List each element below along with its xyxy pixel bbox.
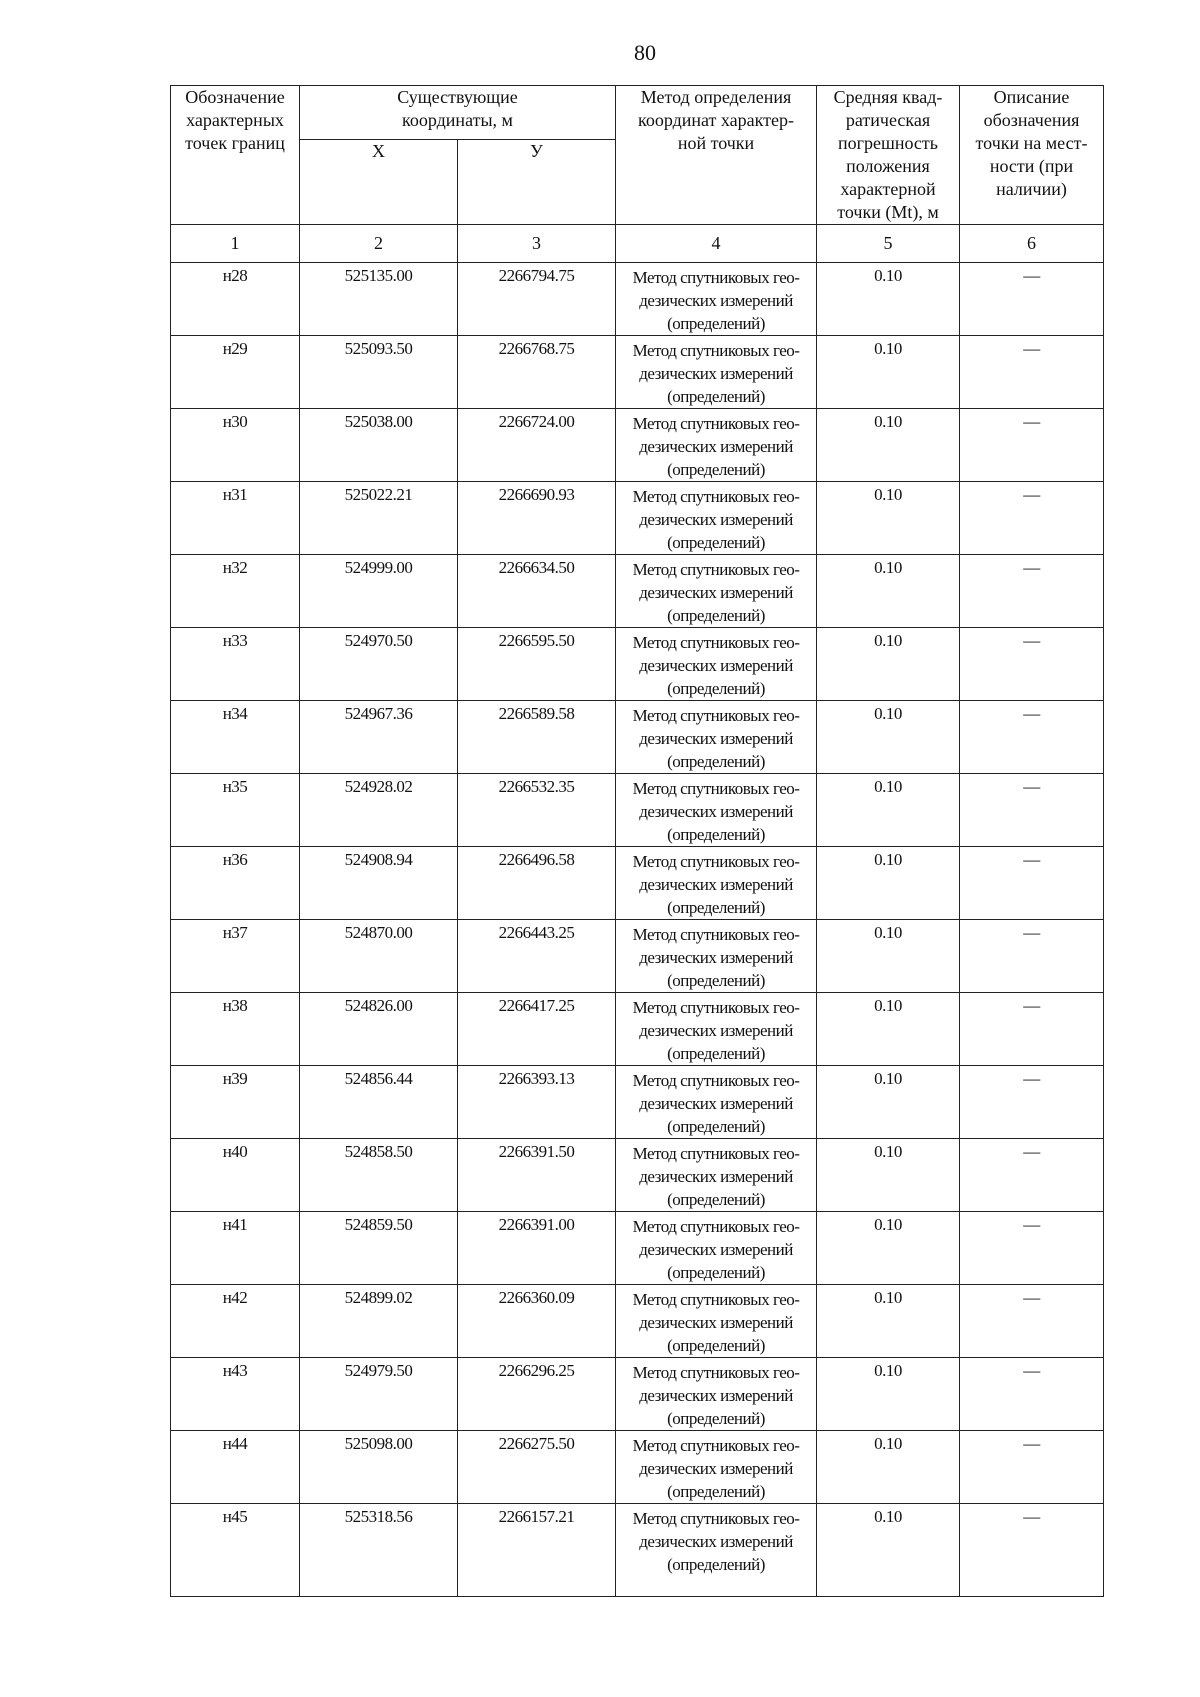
boundary-points-table xyxy=(170,85,1104,1597)
point-cell: н41 xyxy=(171,1212,300,1285)
table-row xyxy=(171,628,1104,701)
table-row xyxy=(171,555,1104,628)
x-cell: 525038.00 xyxy=(300,409,458,482)
point-cell: н36 xyxy=(171,847,300,920)
header-method: Метод определения координат характер- ной точки xyxy=(616,86,817,225)
point-cell: н30 xyxy=(171,409,300,482)
y-cell: 2266296.25 xyxy=(458,1358,616,1431)
x-cell: 525098.00 xyxy=(300,1431,458,1504)
mt-cell: 0.10 xyxy=(817,1139,960,1212)
point-cell: н44 xyxy=(171,1431,300,1504)
description-cell: — xyxy=(960,920,1104,993)
column-numbers-row xyxy=(171,225,1104,263)
y-cell: 2266634.50 xyxy=(458,555,616,628)
table-row xyxy=(171,1066,1104,1139)
point-cell: н38 xyxy=(171,993,300,1066)
table-row xyxy=(171,1504,1104,1597)
y-cell: 2266794.75 xyxy=(458,263,616,336)
point-cell: н28 xyxy=(171,263,300,336)
description-cell: — xyxy=(960,774,1104,847)
y-cell: 2266275.50 xyxy=(458,1431,616,1504)
column-number: 1 xyxy=(171,225,300,263)
point-cell: н33 xyxy=(171,628,300,701)
column-number: 5 xyxy=(817,225,960,263)
x-cell: 525022.21 xyxy=(300,482,458,555)
mt-cell: 0.10 xyxy=(817,263,960,336)
x-cell: 524826.00 xyxy=(300,993,458,1066)
description-cell: — xyxy=(960,1358,1104,1431)
mt-cell: 0.10 xyxy=(817,920,960,993)
description-cell: — xyxy=(960,336,1104,409)
x-cell: 524856.44 xyxy=(300,1066,458,1139)
x-cell: 524858.50 xyxy=(300,1139,458,1212)
mt-cell: 0.10 xyxy=(817,993,960,1066)
mt-cell: 0.10 xyxy=(817,1504,960,1597)
method-cell: Метод спутниковых гео- дезических измерений (определений) xyxy=(616,1431,817,1504)
table-row xyxy=(171,920,1104,993)
point-cell: н32 xyxy=(171,555,300,628)
table-row xyxy=(171,336,1104,409)
y-cell: 2266532.35 xyxy=(458,774,616,847)
x-cell: 525093.50 xyxy=(300,336,458,409)
y-cell: 2266496.58 xyxy=(458,847,616,920)
page-number: 80 xyxy=(634,40,656,65)
point-cell: н39 xyxy=(171,1066,300,1139)
point-cell: н40 xyxy=(171,1139,300,1212)
y-cell: 2266595.50 xyxy=(458,628,616,701)
y-cell: 2266360.09 xyxy=(458,1285,616,1358)
method-cell: Метод спутниковых гео- дезических измерений (определений) xyxy=(616,482,817,555)
x-cell: 524999.00 xyxy=(300,555,458,628)
y-cell: 2266391.00 xyxy=(458,1212,616,1285)
description-cell: — xyxy=(960,1212,1104,1285)
column-number: 3 xyxy=(458,225,616,263)
method-cell: Метод спутниковых гео- дезических измерений (определений) xyxy=(616,1139,817,1212)
table-row xyxy=(171,1139,1104,1212)
description-cell: — xyxy=(960,628,1104,701)
x-cell: 524967.36 xyxy=(300,701,458,774)
x-cell: 524870.00 xyxy=(300,920,458,993)
table-row xyxy=(171,1431,1104,1504)
y-cell: 2266443.25 xyxy=(458,920,616,993)
mt-cell: 0.10 xyxy=(817,1212,960,1285)
table-row xyxy=(171,1358,1104,1431)
mt-cell: 0.10 xyxy=(817,701,960,774)
method-cell: Метод спутниковых гео- дезических измерений (определений) xyxy=(616,336,817,409)
y-cell: 2266589.58 xyxy=(458,701,616,774)
table-header-row xyxy=(171,86,1104,140)
mt-cell: 0.10 xyxy=(817,1285,960,1358)
description-cell: — xyxy=(960,482,1104,555)
mt-cell: 0.10 xyxy=(817,847,960,920)
point-cell: н45 xyxy=(171,1504,300,1597)
method-cell: Метод спутниковых гео- дезических измерений (определений) xyxy=(616,993,817,1066)
y-cell: 2266768.75 xyxy=(458,336,616,409)
point-cell: н35 xyxy=(171,774,300,847)
y-cell: 2266393.13 xyxy=(458,1066,616,1139)
method-cell: Метод спутниковых гео- дезических измерений (определений) xyxy=(616,263,817,336)
header-x: Х xyxy=(300,139,458,224)
header-mean-square-error: Средняя квад- ратическая погрешность положения характерной точки (Mt), м xyxy=(817,86,960,225)
description-cell: — xyxy=(960,1066,1104,1139)
header-point-description: Описание обозначения точки на мест- ности (при наличии) xyxy=(960,86,1104,225)
description-cell: — xyxy=(960,993,1104,1066)
x-cell: 524979.50 xyxy=(300,1358,458,1431)
x-cell: 525318.56 xyxy=(300,1504,458,1597)
description-cell: — xyxy=(960,1285,1104,1358)
description-cell: — xyxy=(960,409,1104,482)
y-cell: 2266391.50 xyxy=(458,1139,616,1212)
x-cell: 524859.50 xyxy=(300,1212,458,1285)
y-cell: 2266724.00 xyxy=(458,409,616,482)
description-cell: — xyxy=(960,1139,1104,1212)
table-row xyxy=(171,1212,1104,1285)
mt-cell: 0.10 xyxy=(817,409,960,482)
point-cell: н43 xyxy=(171,1358,300,1431)
mt-cell: 0.10 xyxy=(817,628,960,701)
point-cell: н37 xyxy=(171,920,300,993)
method-cell: Метод спутниковых гео- дезических измерений (определений) xyxy=(616,628,817,701)
table-row xyxy=(171,263,1104,336)
method-cell: Метод спутниковых гео- дезических измерений (определений) xyxy=(616,920,817,993)
point-cell: н42 xyxy=(171,1285,300,1358)
table-row xyxy=(171,409,1104,482)
mt-cell: 0.10 xyxy=(817,1358,960,1431)
table-row xyxy=(171,1285,1104,1358)
x-cell: 524928.02 xyxy=(300,774,458,847)
method-cell: Метод спутниковых гео- дезических измерений (определений) xyxy=(616,1358,817,1431)
method-cell: Метод спутниковых гео- дезических измерений (определений) xyxy=(616,847,817,920)
mt-cell: 0.10 xyxy=(817,774,960,847)
table-row xyxy=(171,847,1104,920)
header-existing-coordinates: Существующие координаты, м xyxy=(300,86,616,140)
x-cell: 524970.50 xyxy=(300,628,458,701)
y-cell: 2266157.21 xyxy=(458,1504,616,1597)
method-cell: Метод спутниковых гео- дезических измерений (определений) xyxy=(616,409,817,482)
description-cell: — xyxy=(960,555,1104,628)
mt-cell: 0.10 xyxy=(817,1066,960,1139)
header-y: У xyxy=(458,139,616,224)
y-cell: 2266417.25 xyxy=(458,993,616,1066)
method-cell: Метод спутниковых гео- дезических измерений (определений) xyxy=(616,701,817,774)
description-cell: — xyxy=(960,263,1104,336)
point-cell: н29 xyxy=(171,336,300,409)
description-cell: — xyxy=(960,701,1104,774)
mt-cell: 0.10 xyxy=(817,336,960,409)
table-row xyxy=(171,482,1104,555)
column-number: 2 xyxy=(300,225,458,263)
description-cell: — xyxy=(960,847,1104,920)
x-cell: 525135.00 xyxy=(300,263,458,336)
point-cell: н31 xyxy=(171,482,300,555)
method-cell: Метод спутниковых гео- дезических измерений (определений) xyxy=(616,1212,817,1285)
point-cell: н34 xyxy=(171,701,300,774)
table-row xyxy=(171,701,1104,774)
method-cell: Метод спутниковых гео- дезических измерений (определений) xyxy=(616,774,817,847)
method-cell: Метод спутниковых гео- дезических измерений (определений) xyxy=(616,1066,817,1139)
method-cell: Метод спутниковых гео- дезических измерений (определений) xyxy=(616,555,817,628)
x-cell: 524908.94 xyxy=(300,847,458,920)
method-cell: Метод спутниковых гео- дезических измерений (определений) xyxy=(616,1504,817,1597)
header-point-designation: Обозначение характерных точек границ xyxy=(171,86,300,225)
x-cell: 524899.02 xyxy=(300,1285,458,1358)
mt-cell: 0.10 xyxy=(817,555,960,628)
description-cell: — xyxy=(960,1504,1104,1597)
table-row xyxy=(171,774,1104,847)
mt-cell: 0.10 xyxy=(817,482,960,555)
column-number: 6 xyxy=(960,225,1104,263)
column-number: 4 xyxy=(616,225,817,263)
method-cell: Метод спутниковых гео- дезических измерений (определений) xyxy=(616,1285,817,1358)
description-cell: — xyxy=(960,1431,1104,1504)
mt-cell: 0.10 xyxy=(817,1431,960,1504)
y-cell: 2266690.93 xyxy=(458,482,616,555)
table-row xyxy=(171,993,1104,1066)
